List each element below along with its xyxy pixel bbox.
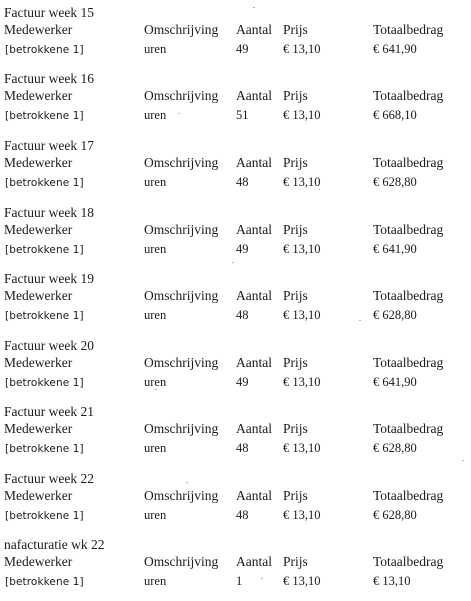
description-value: uren	[144, 108, 167, 122]
header-price: Prijs	[283, 488, 308, 503]
header-employee: Medewerker	[4, 554, 73, 569]
header-employee: Medewerker	[4, 222, 73, 237]
invoice-title: Factuur week 18	[4, 205, 94, 220]
invoice-title: Factuur week 19	[4, 271, 94, 286]
invoice-block	[0, 471, 471, 535]
header-price: Prijs	[283, 421, 308, 436]
header-description: Omschrijving	[144, 488, 219, 503]
header-employee: Medewerker	[4, 288, 73, 303]
scan-speck	[462, 460, 464, 461]
total-value: € 628,80	[373, 175, 417, 189]
header-quantity: Aantal	[236, 288, 272, 303]
quantity-value: 49	[236, 42, 249, 56]
header-quantity: Aantal	[236, 155, 272, 170]
invoice-block	[0, 205, 471, 269]
employee-value: [betrokkene 1]	[5, 110, 84, 122]
header-quantity: Aantal	[236, 88, 272, 103]
quantity-value: 48	[236, 441, 249, 455]
header-quantity: Aantal	[236, 355, 272, 370]
employee-value: [betrokkene 1]	[5, 177, 84, 189]
header-description: Omschrijving	[144, 554, 219, 569]
total-value: € 641,90	[373, 375, 417, 389]
scan-speck	[232, 262, 234, 263]
header-employee: Medewerker	[4, 88, 73, 103]
header-employee: Medewerker	[4, 355, 73, 370]
scan-speck	[253, 7, 255, 8]
price-value: € 13,10	[283, 375, 321, 389]
employee-value: [betrokkene 1]	[5, 510, 84, 522]
total-value: € 13,10	[373, 574, 411, 588]
invoice-block	[0, 404, 471, 468]
header-total: Totaalbedrag	[373, 22, 444, 37]
header-total: Totaalbedrag	[373, 355, 444, 370]
header-price: Prijs	[283, 88, 308, 103]
price-value: € 13,10	[283, 175, 321, 189]
employee-value: [betrokkene 1]	[5, 377, 84, 389]
scan-speck	[186, 482, 188, 483]
quantity-value: 1	[236, 574, 243, 588]
total-value: € 628,80	[373, 441, 417, 455]
quantity-value: 51	[236, 108, 249, 122]
price-value: € 13,10	[283, 242, 321, 256]
invoice-title: Factuur week 21	[4, 404, 94, 419]
header-total: Totaalbedrag	[373, 488, 444, 503]
invoice-block	[0, 271, 471, 335]
description-value: uren	[144, 308, 167, 322]
header-description: Omschrijving	[144, 355, 219, 370]
description-value: uren	[144, 375, 167, 389]
employee-value: [betrokkene 1]	[5, 576, 84, 588]
header-employee: Medewerker	[4, 421, 73, 436]
header-total: Totaalbedrag	[373, 222, 444, 237]
header-total: Totaalbedrag	[373, 155, 444, 170]
price-value: € 13,10	[283, 508, 321, 522]
header-price: Prijs	[283, 155, 308, 170]
employee-value: [betrokkene 1]	[5, 44, 84, 56]
description-value: uren	[144, 42, 167, 56]
header-quantity: Aantal	[236, 22, 272, 37]
header-employee: Medewerker	[4, 155, 73, 170]
invoice-block	[0, 138, 471, 202]
quantity-value: 49	[236, 375, 249, 389]
price-value: € 13,10	[283, 308, 321, 322]
header-description: Omschrijving	[144, 22, 219, 37]
quantity-value: 48	[236, 175, 249, 189]
header-description: Omschrijving	[144, 288, 219, 303]
total-value: € 668,10	[373, 108, 417, 122]
invoice-block	[0, 5, 471, 69]
header-description: Omschrijving	[144, 88, 219, 103]
invoice-block	[0, 71, 471, 135]
header-total: Totaalbedrag	[373, 554, 444, 569]
price-value: € 13,10	[283, 574, 321, 588]
description-value: uren	[144, 441, 167, 455]
total-value: € 641,90	[373, 42, 417, 56]
header-description: Omschrijving	[144, 155, 219, 170]
description-value: uren	[144, 175, 167, 189]
price-value: € 13,10	[283, 441, 321, 455]
header-price: Prijs	[283, 288, 308, 303]
header-employee: Medewerker	[4, 22, 73, 37]
header-quantity: Aantal	[236, 222, 272, 237]
scan-speck	[359, 320, 361, 321]
header-description: Omschrijving	[144, 421, 219, 436]
invoice-title: Factuur week 16	[4, 71, 94, 86]
header-total: Totaalbedrag	[373, 288, 444, 303]
scan-speck	[261, 578, 263, 579]
total-value: € 628,80	[373, 508, 417, 522]
employee-value: [betrokkene 1]	[5, 310, 84, 322]
quantity-value: 48	[236, 508, 249, 522]
invoice-title: Factuur week 15	[4, 5, 94, 20]
price-value: € 13,10	[283, 108, 321, 122]
description-value: uren	[144, 508, 167, 522]
header-price: Prijs	[283, 554, 308, 569]
invoice-title: Factuur week 22	[4, 471, 94, 486]
employee-value: [betrokkene 1]	[5, 443, 84, 455]
quantity-value: 48	[236, 308, 249, 322]
invoice-title: Factuur week 17	[4, 138, 94, 153]
scan-speck	[318, 189, 320, 190]
total-value: € 628,80	[373, 308, 417, 322]
header-quantity: Aantal	[236, 554, 272, 569]
invoice-block	[0, 537, 471, 601]
header-price: Prijs	[283, 22, 308, 37]
price-value: € 13,10	[283, 42, 321, 56]
quantity-value: 49	[236, 242, 249, 256]
description-value: uren	[144, 574, 167, 588]
description-value: uren	[144, 242, 167, 256]
header-total: Totaalbedrag	[373, 421, 444, 436]
scan-speck	[178, 113, 180, 114]
scan-speck	[155, 389, 157, 390]
header-price: Prijs	[283, 355, 308, 370]
header-description: Omschrijving	[144, 222, 219, 237]
invoice-title: nafacturatie wk 22	[4, 537, 105, 552]
header-price: Prijs	[283, 222, 308, 237]
invoice-title: Factuur week 20	[4, 338, 94, 353]
header-quantity: Aantal	[236, 488, 272, 503]
header-total: Totaalbedrag	[373, 88, 444, 103]
invoice-block	[0, 338, 471, 402]
header-quantity: Aantal	[236, 421, 272, 436]
employee-value: [betrokkene 1]	[5, 244, 84, 256]
header-employee: Medewerker	[4, 488, 73, 503]
total-value: € 641,90	[373, 242, 417, 256]
